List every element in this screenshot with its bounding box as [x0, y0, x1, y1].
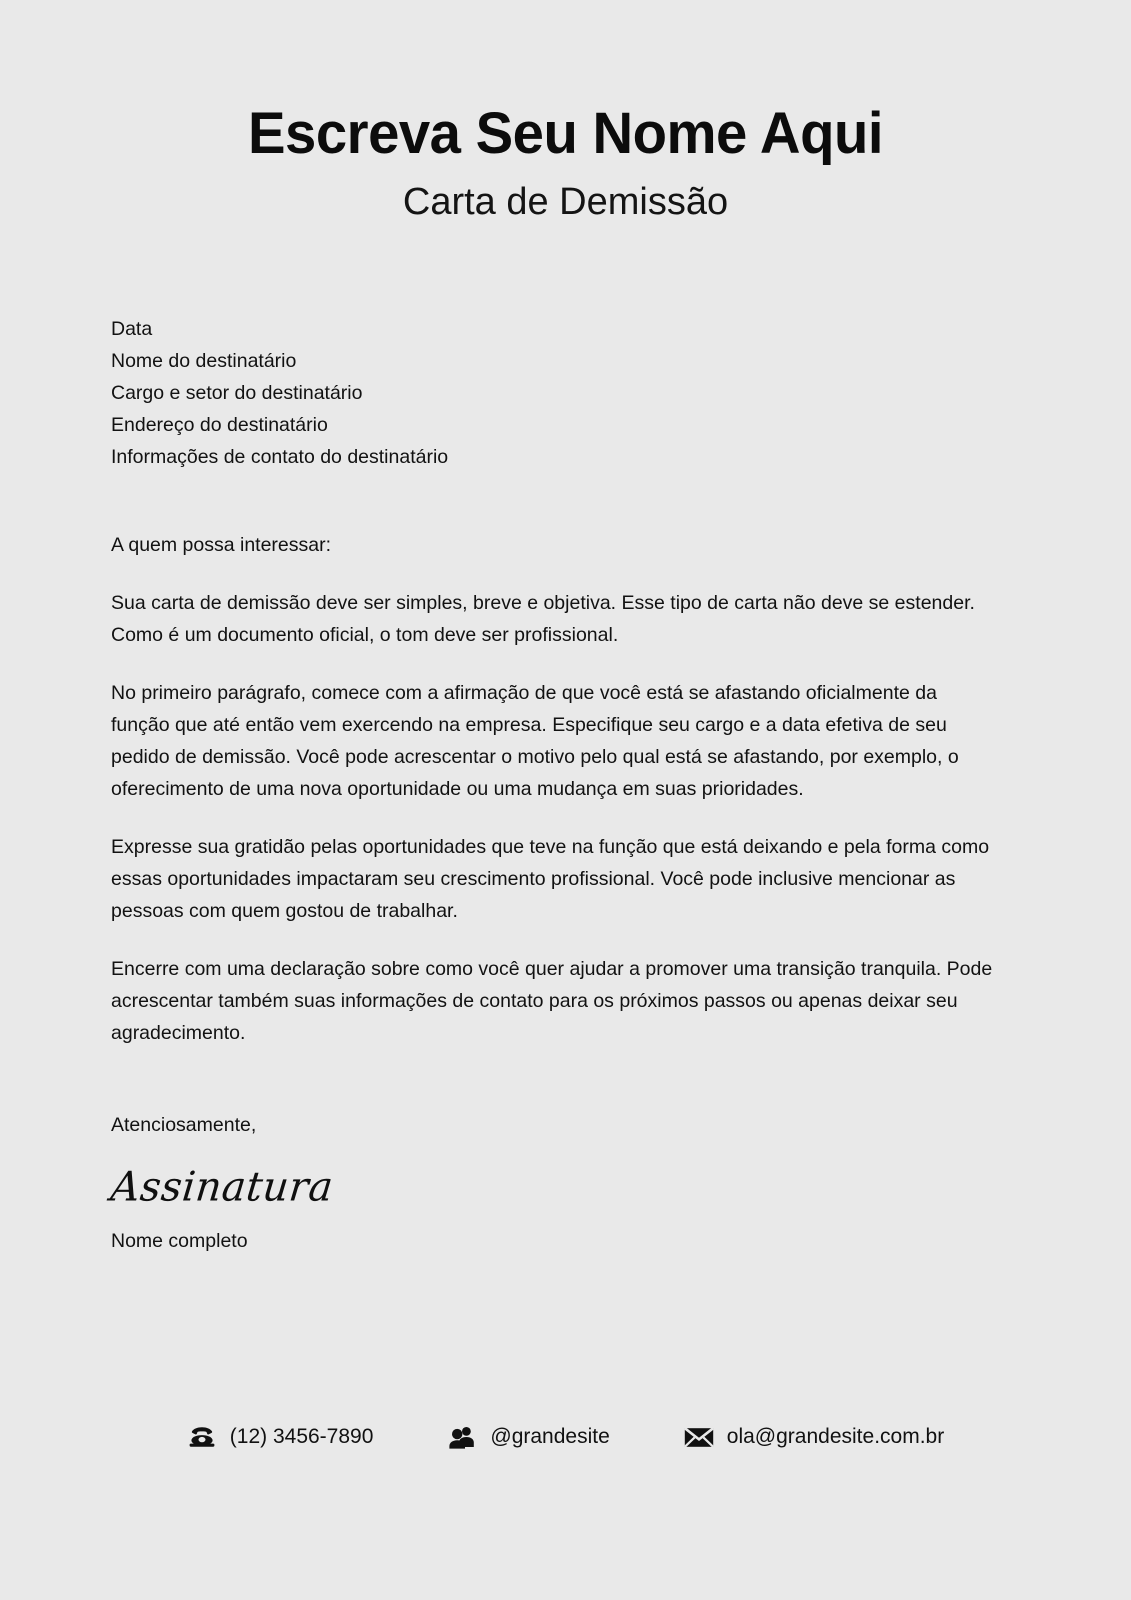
address-line-name: Nome do destinatário — [111, 350, 297, 372]
page-title: Escreva Seu Nome Aqui — [248, 101, 883, 166]
signature: Assinatura — [108, 1163, 336, 1210]
contact-email-text: ola@grandesite.com.br — [726, 1425, 945, 1448]
closing-line: Atenciosamente, — [111, 1114, 257, 1136]
contact-phone — [187, 1424, 374, 1450]
contact-social — [447, 1424, 609, 1450]
body-paragraph-1: Sua carta de demissão deve ser simples, breve e objetiva. Esse tipo de carta não deve se estender. Como é um documento oficial, o tom deve ser profissional. — [111, 592, 975, 646]
body-paragraph-3: Expresse sua gratidão pelas oportunidades que teve na função que está deixando e pela forma como essas oportunidades impactaram seu crescimento profissional. Você pode inclusive mencionar as pessoas com quem gostou de trabalhar. — [111, 836, 990, 922]
letterhead — [0, 0, 1131, 225]
contact-social-text: @grandesite — [490, 1425, 610, 1448]
address-line-date: Data — [111, 318, 153, 340]
contact-phone-text: (12) 3456-7890 — [229, 1425, 374, 1448]
letter-body — [108, 313, 995, 1257]
body-paragraph-4: Encerre com uma declaração sobre como você quer ajudar a promover uma transição tranquila. Pode acrescentar também suas informações de contato para os próximos passos ou apenas deixar seu agradecimento. — [111, 958, 993, 1044]
address-line-address: Endereço do destinatário — [111, 414, 328, 436]
envelope-icon — [684, 1424, 714, 1450]
body-paragraph-2: No primeiro parágrafo, comece com a afirmação de que você está se afastando oficialmente da função que até então vem exercendo na empresa. Especifique seu cargo e a data efetiva de seu pedido de demissão. Você pode acrescentar o motivo pelo qual está se afastando, por exemplo, o oferecimento de uma nova oportunidade ou uma mudança em suas prioridades. — [111, 682, 959, 800]
telephone-icon — [187, 1424, 217, 1450]
recipient-address-block — [111, 313, 995, 473]
signer-name: Nome completo — [111, 1229, 248, 1252]
contact-email — [684, 1424, 944, 1450]
footer-contact-bar — [0, 1424, 1131, 1450]
page-subtitle: Carta de Demissão — [402, 180, 729, 223]
address-line-contact: Informações de contato do destinatário — [111, 446, 449, 468]
salutation: A quem possa interessar: — [111, 534, 332, 556]
people-icon — [447, 1424, 477, 1450]
address-line-role: Cargo e setor do destinatário — [111, 382, 363, 404]
